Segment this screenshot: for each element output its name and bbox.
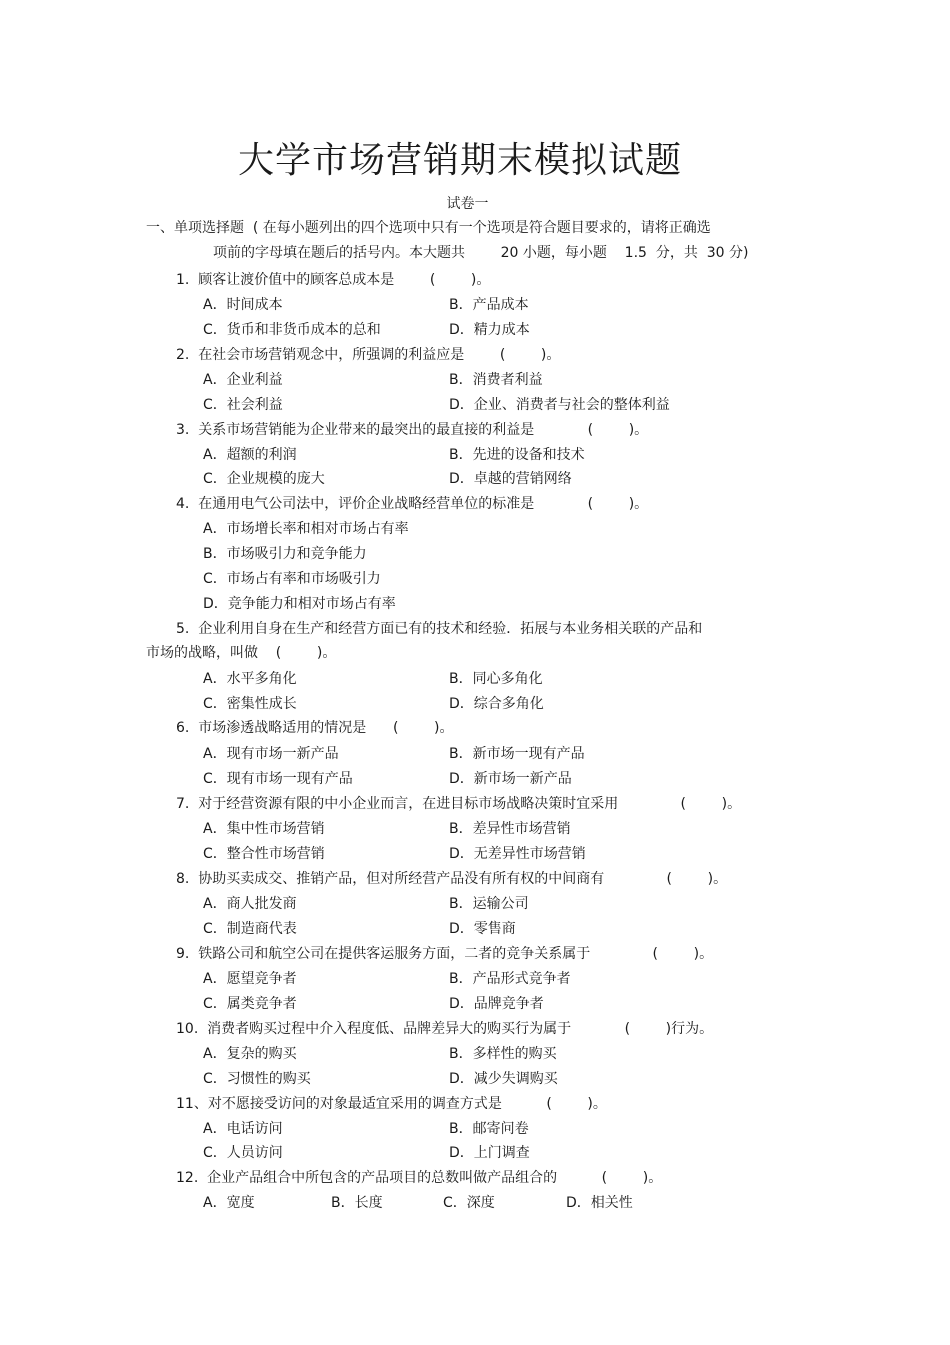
option-a: A．集中性市场营销	[203, 821, 325, 837]
section-heading: 一、单项选择题 ( 在每小题列出的四个选项中只有一个选项是符合题目要求的，请将正确选	[146, 220, 711, 236]
option-c: C．习惯性的购买	[203, 1071, 311, 1087]
option-b: B．产品形式竞争者	[449, 971, 571, 987]
option-d: D．品牌竞争者	[449, 996, 544, 1012]
option-c: C．属类竞争者	[203, 996, 297, 1012]
exam-title: 大学市场营销期末模拟试题	[237, 140, 682, 181]
option-b: B．新市场一现有产品	[449, 746, 585, 762]
option-c: C．现有市场一现有产品	[203, 771, 353, 787]
option-b: B．长度	[331, 1195, 383, 1211]
option-b: B．同心多角化	[449, 671, 543, 687]
option-a: A．宽度	[203, 1195, 255, 1211]
option-c: C．深度	[443, 1195, 495, 1211]
option-d: D．新市场一新产品	[449, 771, 572, 787]
question-stem: 10. 消费者购买过程中介入程度低、品牌差异大的购买行为属于 ( )行为。	[176, 1021, 714, 1037]
option-c: C．货币和非货币成本的总和	[203, 322, 381, 338]
question-stem: 1. 顾客让渡价值中的顾客总成本是 ( )。	[176, 272, 491, 288]
option-a: A．商人批发商	[203, 896, 297, 912]
option-b: B．产品成本	[449, 297, 529, 313]
option-a: A．现有市场一新产品	[203, 746, 339, 762]
option-a: A．电话访问	[203, 1121, 283, 1137]
option-a: A．时间成本	[203, 297, 283, 313]
option-d: D．企业、消费者与社会的整体利益	[449, 397, 670, 413]
question-stem: 9. 铁路公司和航空公司在提供客运服务方面，二者的竞争关系属于 ( )。	[176, 946, 714, 962]
question-stem: 2. 在社会市场营销观念中，所强调的利益应是 ( )。	[176, 347, 561, 363]
question-stem: 8. 协助买卖成交、推销产品，但对所经营产品没有所有权的中间商有 ( )。	[176, 871, 728, 887]
question-stem: 12. 企业产品组合中所包含的产品项目的总数叫做产品组合的 ( )。	[176, 1170, 663, 1186]
option-d: D．上门调查	[449, 1145, 530, 1161]
option-c: C．社会利益	[203, 397, 283, 413]
question-stem: 7. 对于经营资源有限的中小企业而言，在进目标市场战略决策时宜采用 ( )。	[176, 796, 742, 812]
option-b: B．先进的设备和技术	[449, 447, 585, 463]
option-d: D．竞争能力和相对市场占有率	[203, 596, 396, 612]
option-b: B．市场吸引力和竞争能力	[203, 546, 367, 562]
option-d: D．减少失调购买	[449, 1071, 558, 1087]
option-c: C．企业规模的庞大	[203, 471, 325, 487]
option-d: D．卓越的营销网络	[449, 471, 572, 487]
option-c: C．人员访问	[203, 1145, 283, 1161]
option-a: A．超额的利润	[203, 447, 297, 463]
option-d: D．综合多角化	[449, 696, 544, 712]
question-stem: 6. 市场渗透战略适用的情况是 ( )。	[176, 720, 454, 736]
option-b: B．运输公司	[449, 896, 529, 912]
option-a: A．企业利益	[203, 372, 283, 388]
option-b: B．邮寄问卷	[449, 1121, 529, 1137]
section-instructions: 项前的字母填在题后的括号内。本大题共 20 小题，每小题 1.5 分，共 30 分)	[213, 245, 749, 261]
option-a: A．水平多角化	[203, 671, 297, 687]
option-d: D．零售商	[449, 921, 516, 937]
question-stem-continued: 市场的战略，叫做 ( )。	[146, 645, 337, 661]
option-a: A．愿望竞争者	[203, 971, 297, 987]
option-c: C．制造商代表	[203, 921, 297, 937]
option-a: A．市场增长率和相对市场占有率	[203, 521, 409, 537]
option-d: D．无差异性市场营销	[449, 846, 586, 862]
option-c: C．密集性成长	[203, 696, 297, 712]
option-b: B．消费者利益	[449, 372, 543, 388]
question-stem: 4. 在通用电气公司法中，评价企业战略经营单位的标准是 ( )。	[176, 496, 649, 512]
option-c: C．整合性市场营销	[203, 846, 325, 862]
option-b: B．差异性市场营销	[449, 821, 571, 837]
option-b: B．多样性的购买	[449, 1046, 557, 1062]
option-c: C．市场占有率和市场吸引力	[203, 571, 381, 587]
option-a: A．复杂的购买	[203, 1046, 297, 1062]
question-stem: 3. 关系市场营销能为企业带来的最突出的最直接的利益是 ( )。	[176, 422, 649, 438]
exam-subtitle: 试卷一	[446, 196, 489, 212]
option-d: D．相关性	[566, 1195, 633, 1211]
option-d: D．精力成本	[449, 322, 530, 338]
question-stem: 11、对不愿接受访问的对象最适宜采用的调查方式是 ( )。	[176, 1096, 607, 1112]
question-stem: 5. 企业利用自身在生产和经营方面已有的技术和经验．拓展与本业务相关联的产品和	[176, 621, 703, 637]
